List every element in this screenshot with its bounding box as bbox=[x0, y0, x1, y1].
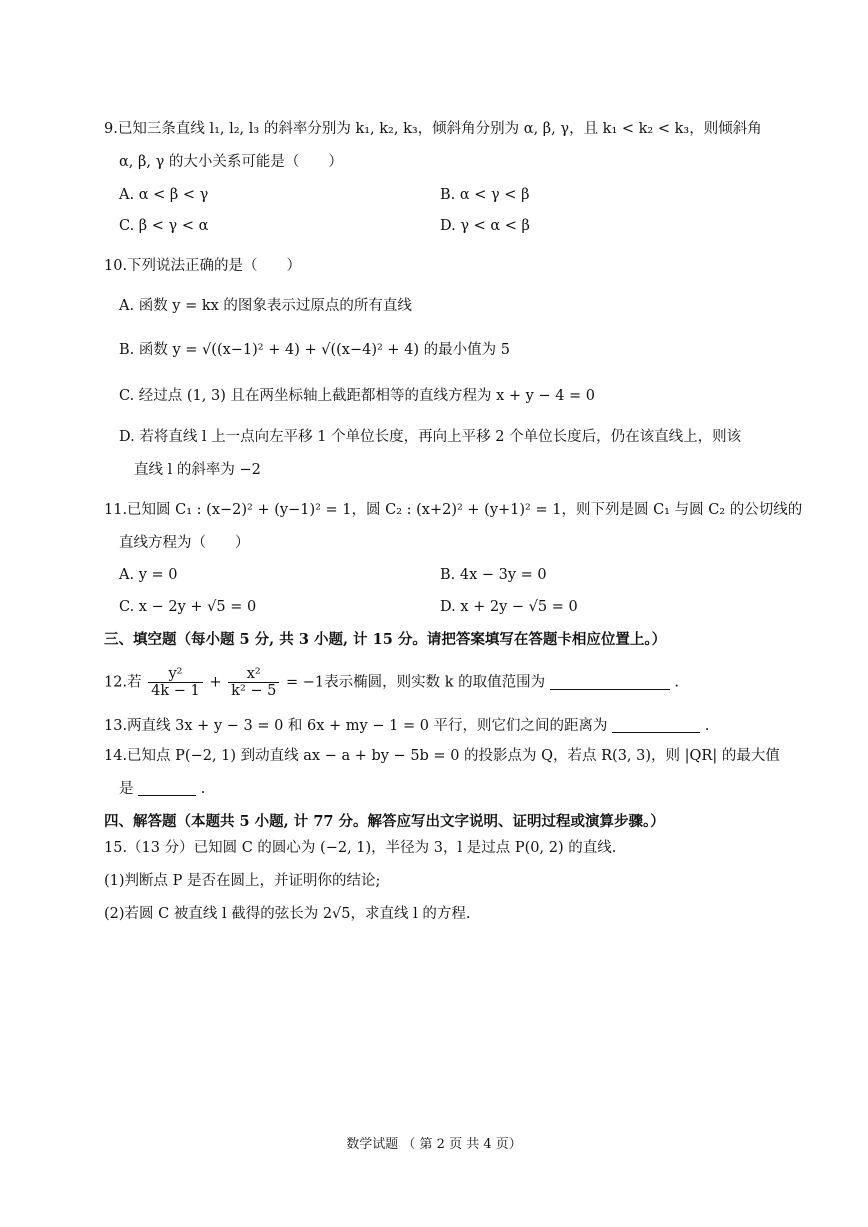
q10-stem: 10.下列说法正确的是（ ） bbox=[104, 258, 302, 274]
q15-part-2: (2)若圆 C 被直线 l 截得的弦长为 2√5，求直线 l 的方程. bbox=[104, 906, 471, 922]
q10-option-d-line1: D. 若将直线 l 上一点向左平移 1 个单位长度，再向上平移 2 个单位长度后，仍在该直线上，则该 bbox=[119, 429, 742, 445]
q12-answer-blank[interactable] bbox=[550, 673, 670, 690]
q9-option-b: B. α < γ < β bbox=[440, 187, 530, 203]
q13-answer-blank[interactable] bbox=[612, 716, 700, 733]
q13-end: . bbox=[704, 718, 710, 734]
q12-fraction-2-numerator: x² bbox=[228, 666, 279, 683]
q12-prefix: 12.若 bbox=[104, 674, 142, 691]
q11-option-b: B. 4x − 3y = 0 bbox=[440, 567, 547, 583]
q12-fraction-1-numerator: y² bbox=[148, 666, 203, 683]
q14-line2 bbox=[119, 779, 809, 799]
q11-option-c: C. x − 2y + √5 = 0 bbox=[119, 599, 257, 615]
q11-option-a: A. y = 0 bbox=[119, 567, 178, 583]
q12-end: . bbox=[674, 674, 679, 691]
section-3-heading: 三、填空题（每小题 5 分, 共 3 小题, 计 15 分。请把答案填写在答题卡相应位置上。） bbox=[104, 631, 667, 648]
q15-stem: 15.（13 分）已知圆 C 的圆心为 (−2, 1)，半径为 3，l 是过点 P(0, 2) 的直线. bbox=[104, 840, 617, 856]
q10-option-d-line2: 直线 l 的斜率为 −2 bbox=[134, 462, 261, 478]
q11-stem-line2: 直线方程为（ ） bbox=[119, 535, 250, 551]
q15-part-1: (1)判断点 P 是否在圆上，并证明你的结论; bbox=[104, 873, 381, 889]
q12-line bbox=[104, 666, 794, 699]
q9-option-a: A. α < β < γ bbox=[119, 187, 209, 203]
q14-line1: 14.已知点 P(−2, 1) 到动直线 ax − a + by − 5b = 0 的投影点为 Q，若点 R(3, 3)，则 |QR| 的最大值 bbox=[104, 748, 780, 764]
q12-fraction-1-denominator: 4k − 1 bbox=[151, 683, 200, 699]
q10-option-b: B. 函数 y = √((x−1)² + 4) + √((x−4)² + 4) 的最小值为 5 bbox=[119, 342, 511, 358]
q14-answer-blank[interactable] bbox=[138, 779, 196, 796]
q12-condition: = −1表示椭圆，则实数 k 的取值范围为 bbox=[285, 674, 546, 691]
q14-end: . bbox=[200, 781, 206, 797]
q13-line bbox=[104, 716, 794, 736]
q14-line2-text: 是 bbox=[119, 781, 134, 797]
q12-fraction-1 bbox=[148, 666, 203, 699]
section-4-heading: 四、解答题（本题共 5 小题, 计 77 分。解答应写出文字说明、证明过程或演算步骤。） bbox=[104, 813, 665, 830]
q13-text: 13.两直线 3x + y − 3 = 0 和 6x + my − 1 = 0 平行，则它们之间的距离为 bbox=[104, 718, 608, 734]
q9-option-c: C. β < γ < α bbox=[119, 218, 209, 234]
q12-fraction-2-denominator: k² − 5 bbox=[231, 683, 277, 699]
q12-plus: + bbox=[209, 674, 222, 691]
q10-option-a: A. 函数 y = kx 的图象表示过原点的所有直线 bbox=[119, 298, 412, 314]
q9-stem-line2: α, β, γ 的大小关系可能是（ ） bbox=[119, 154, 343, 170]
q11-option-d: D. x + 2y − √5 = 0 bbox=[440, 599, 578, 615]
q9-option-d: D. γ < α < β bbox=[440, 218, 530, 234]
q10-option-c: C. 经过点 (1, 3) 且在两坐标轴上截距都相等的直线方程为 x + y − 4 = 0 bbox=[119, 388, 596, 404]
q11-stem-line1: 11.已知圆 C₁ : (x−2)² + (y−1)² = 1，圆 C₂ : (x+2)² + (y+1)² = 1，则下列是圆 C₁ 与圆 C₂ 的公切线的 bbox=[104, 502, 803, 518]
page-footer: 数学试题 （ 第 2 页 共 4 页） bbox=[346, 1137, 522, 1152]
q9-stem-line1: 9.已知三条直线 l₁, l₂, l₃ 的斜率分别为 k₁, k₂, k₃，倾斜角分别为 α, β, γ，且 k₁ < k₂ < k₃，则倾斜角 bbox=[104, 121, 762, 137]
q12-fraction-2 bbox=[228, 666, 279, 699]
